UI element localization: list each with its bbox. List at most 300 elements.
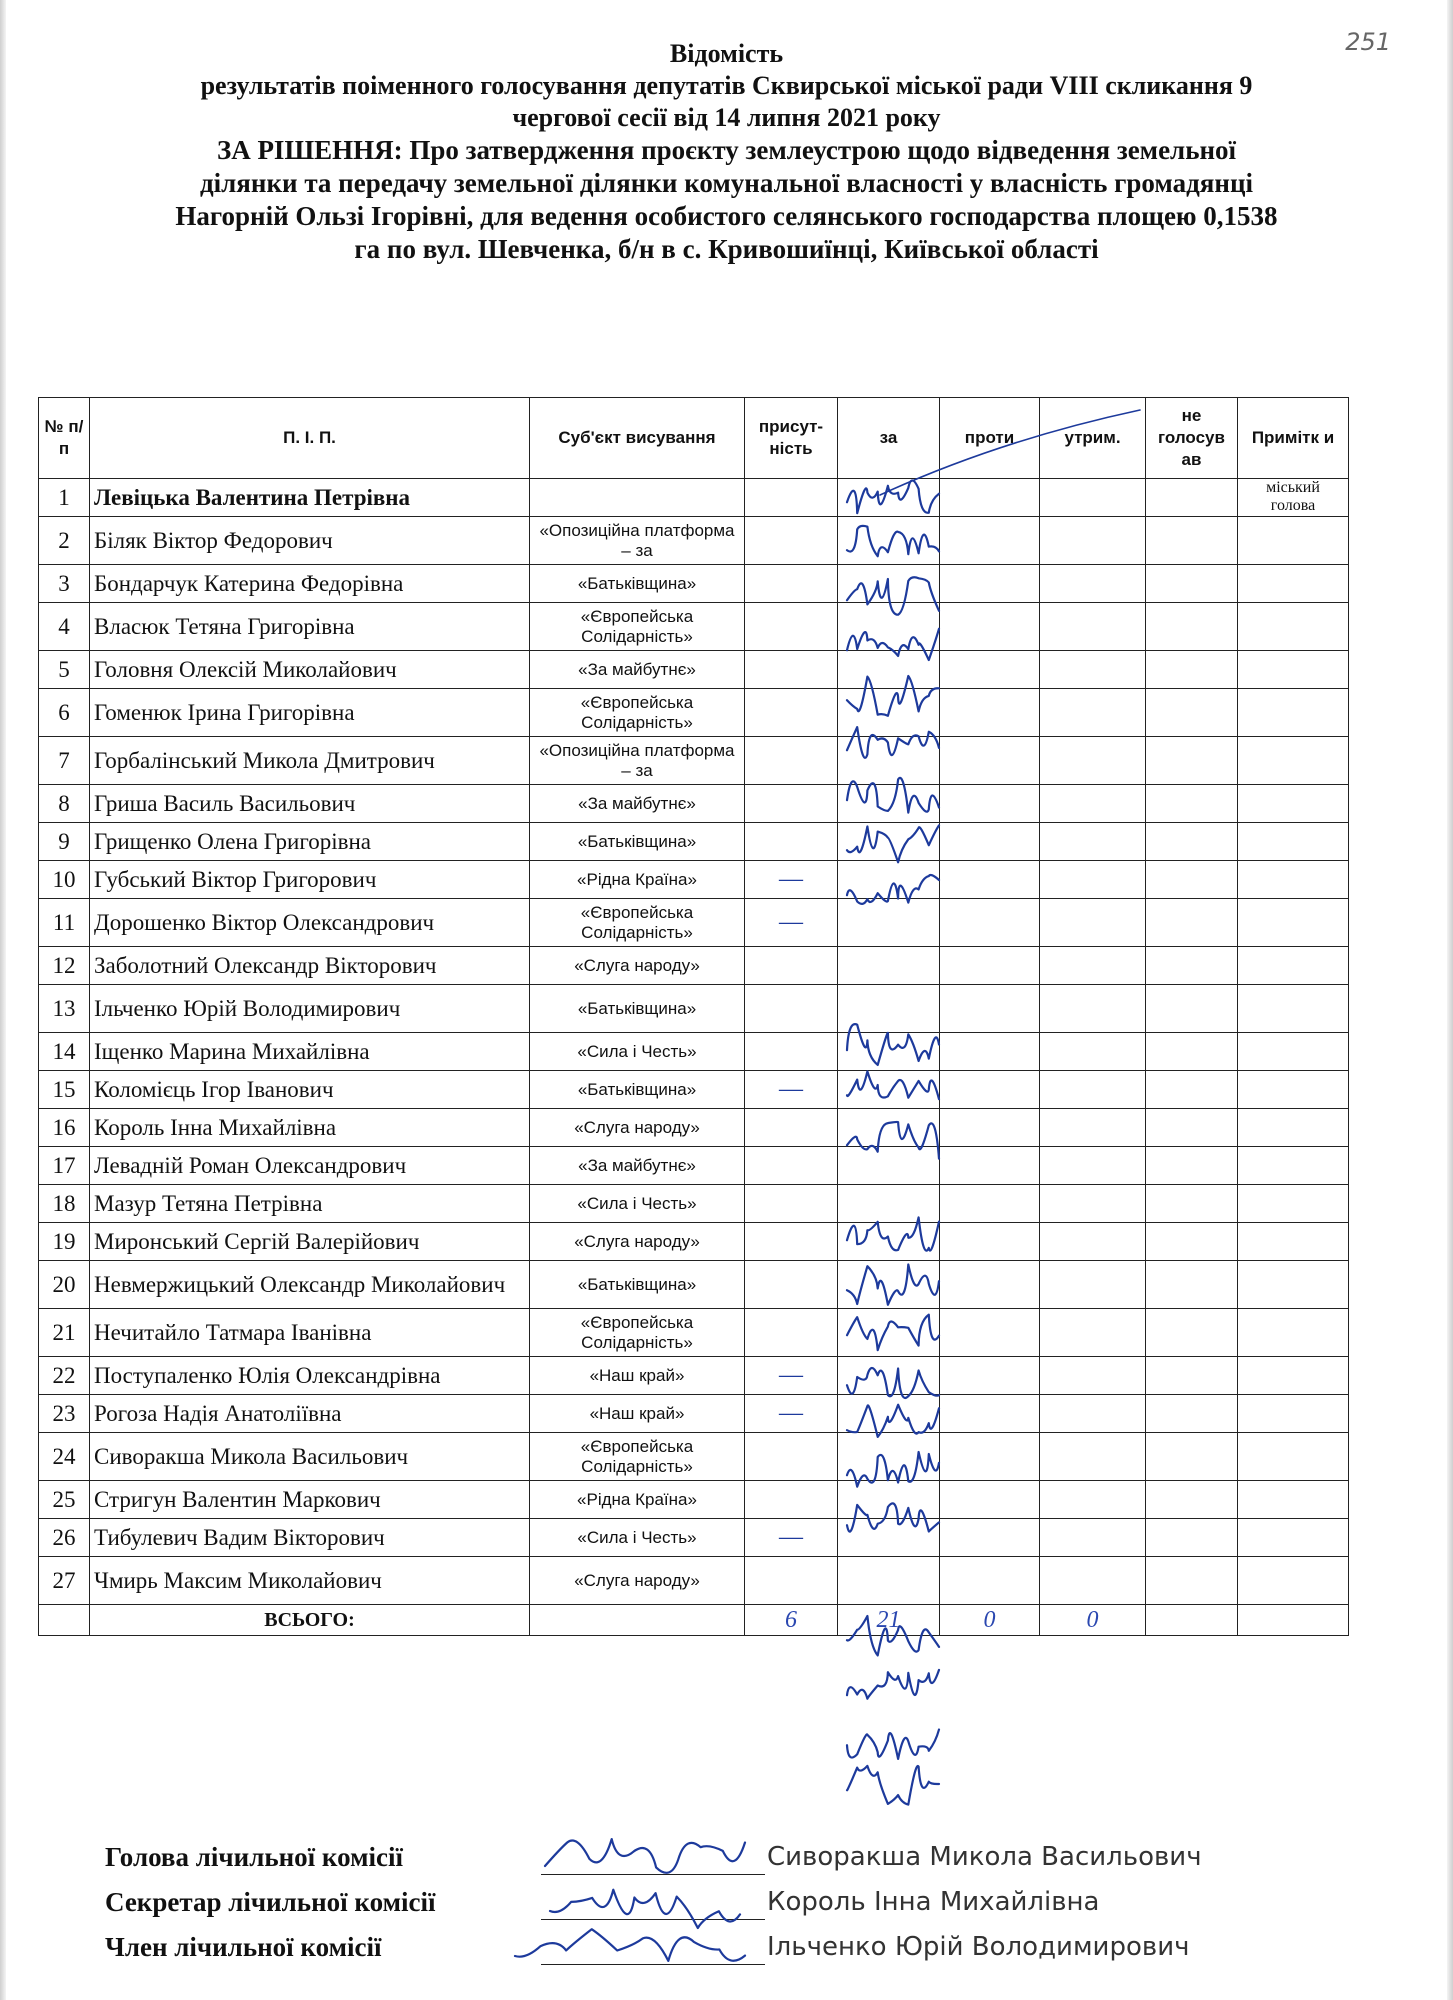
vote-for-cell: [838, 737, 940, 785]
presence-cell: [745, 947, 838, 985]
col-name-header: П. І. П.: [90, 398, 530, 479]
note-cell: [1238, 1185, 1349, 1223]
not-voted-cell: [1146, 479, 1238, 517]
table-row: [39, 737, 1349, 785]
deputy-name: Тибулевич Вадим Вікторович: [90, 1519, 530, 1557]
table-row: [39, 1433, 1349, 1481]
presence-cell: [745, 1223, 838, 1261]
decision-line-4: га по вул. Шевченка, б/н в с. Кривошиїнці, Київської області: [354, 234, 1099, 264]
presence-cell: [745, 737, 838, 785]
nominating-party: «Наш край»: [530, 1357, 745, 1395]
commission-row: [105, 1932, 1305, 1977]
presence-cell: —: [745, 1357, 838, 1395]
decision-line-3: Нагорній Ользі Ігорівні, для ведення особистого селянського господарства площею 0,1538: [175, 201, 1278, 231]
document-title: Відомість: [669, 39, 784, 68]
vote-against-cell: [940, 1033, 1040, 1071]
deputy-name: Миронський Сергій Валерійович: [90, 1223, 530, 1261]
commission-name: Ільченко Юрій Володимирович: [767, 1932, 1190, 1962]
nominating-party: «Батьківщина»: [530, 565, 745, 603]
vote-abstain-cell: [1040, 1223, 1146, 1261]
vote-against-cell: [940, 479, 1040, 517]
document-subtitle-2: чергової сесії від 14 липня 2021 року: [512, 103, 941, 132]
note-cell: [1238, 947, 1349, 985]
vote-against-cell: [940, 1557, 1040, 1605]
col-for-header: за: [838, 398, 940, 479]
signature-line: [541, 1874, 765, 1875]
note-cell: [1238, 1033, 1349, 1071]
vote-for-cell: [838, 823, 940, 861]
vote-against-cell: [940, 1433, 1040, 1481]
not-voted-cell: [1146, 1309, 1238, 1357]
note-cell: [1238, 565, 1349, 603]
not-voted-cell: [1146, 603, 1238, 651]
row-number: 19: [39, 1223, 90, 1261]
nominating-party: «За майбутнє»: [530, 651, 745, 689]
row-number: 9: [39, 823, 90, 861]
nominating-party: «Опозиційна платформа – за: [530, 517, 745, 565]
deputy-name: Рогоза Надія Анатоліївна: [90, 1395, 530, 1433]
vote-abstain-cell: [1040, 1071, 1146, 1109]
table-row: [39, 947, 1349, 985]
presence-cell: [745, 1433, 838, 1481]
vote-for-cell: [838, 861, 940, 899]
deputy-name: Бондарчук Катерина Федорівна: [90, 565, 530, 603]
deputy-name: Чмирь Максим Миколайович: [90, 1557, 530, 1605]
note-cell: [1238, 861, 1349, 899]
presence-cell: [745, 1309, 838, 1357]
note-cell: [1238, 1147, 1349, 1185]
col-abstain-header: утрим.: [1040, 398, 1146, 479]
nominating-party: «Слуга народу»: [530, 1223, 745, 1261]
row-number: 5: [39, 651, 90, 689]
note-cell: [1238, 1223, 1349, 1261]
vote-against-cell: [940, 785, 1040, 823]
row-number: 24: [39, 1433, 90, 1481]
vote-abstain-cell: [1040, 1033, 1146, 1071]
col-present-header: присут-ність: [745, 398, 838, 479]
deputy-name: Біляк Віктор Федорович: [90, 517, 530, 565]
vote-abstain-cell: [1040, 565, 1146, 603]
vote-abstain-cell: [1040, 1261, 1146, 1309]
not-voted-cell: [1146, 1109, 1238, 1147]
presence-cell: [745, 1481, 838, 1519]
nominating-party: «Слуга народу»: [530, 947, 745, 985]
row-number: 23: [39, 1395, 90, 1433]
nominating-party: «Батьківщина»: [530, 1071, 745, 1109]
note-cell: [1238, 737, 1349, 785]
vote-against-cell: [940, 651, 1040, 689]
vote-for-cell: [838, 1557, 940, 1605]
note-cell: [1238, 985, 1349, 1033]
vote-table: [38, 397, 1348, 1636]
table-row: [39, 1357, 1349, 1395]
row-number: 4: [39, 603, 90, 651]
table-row: [39, 1261, 1349, 1309]
note-cell: [1238, 651, 1349, 689]
not-voted-cell: [1146, 861, 1238, 899]
vote-for-cell: [838, 1033, 940, 1071]
nominating-party: «Європейська Солідарність»: [530, 689, 745, 737]
not-voted-cell: [1146, 1147, 1238, 1185]
table-row: [39, 1033, 1349, 1071]
deputy-name: Ільченко Юрій Володимирович: [90, 985, 530, 1033]
vote-for-cell: [838, 899, 940, 947]
vote-against-cell: [940, 1071, 1040, 1109]
note-cell: [1238, 1309, 1349, 1357]
commission-row: [105, 1842, 1305, 1887]
not-voted-cell: [1146, 1481, 1238, 1519]
presence-cell: [745, 651, 838, 689]
col-num-header: № п/п: [39, 398, 90, 479]
not-voted-cell: [1146, 1071, 1238, 1109]
presence-cell: —: [745, 1519, 838, 1557]
deputy-name: Левіцька Валентина Петрівна: [90, 479, 530, 517]
table-row: [39, 1309, 1349, 1357]
presence-cell: [745, 1261, 838, 1309]
row-number: 2: [39, 517, 90, 565]
vote-for-cell: [838, 651, 940, 689]
not-voted-cell: [1146, 899, 1238, 947]
note-cell: [1238, 1109, 1349, 1147]
row-number: 13: [39, 985, 90, 1033]
table-row: [39, 1223, 1349, 1261]
table-row: [39, 1185, 1349, 1223]
total-note-cell: [1238, 1605, 1349, 1636]
vote-abstain-cell: [1040, 1109, 1146, 1147]
vote-against-cell: [940, 899, 1040, 947]
vote-against-cell: [940, 1519, 1040, 1557]
row-number: 21: [39, 1309, 90, 1357]
note-cell: [1238, 1357, 1349, 1395]
presence-cell: [745, 479, 838, 517]
document-subtitle-1: результатів поіменного голосування депутатів Сквирської міської ради VIII скликання 9: [200, 71, 1253, 100]
note-cell: [1238, 1395, 1349, 1433]
note-cell: [1238, 1071, 1349, 1109]
presence-cell: —: [745, 1071, 838, 1109]
vote-abstain-cell: [1040, 737, 1146, 785]
note-cell: [1238, 1557, 1349, 1605]
signature-scribble: [847, 1730, 939, 1759]
decision-line-2: ділянки та передачу земельної ділянки комунальної власності у власність громадянці: [200, 168, 1253, 198]
deputy-name: Губський Віктор Григорович: [90, 861, 530, 899]
presence-cell: [745, 689, 838, 737]
table-row: [39, 689, 1349, 737]
deputy-name: Дорошенко Віктор Олександрович: [90, 899, 530, 947]
not-voted-cell: [1146, 1357, 1238, 1395]
nominating-party: «Батьківщина»: [530, 823, 745, 861]
deputy-name: Мазур Тетяна Петрівна: [90, 1185, 530, 1223]
total-label: ВСЬОГО:: [90, 1605, 530, 1636]
commission-row: [105, 1887, 1305, 1932]
vote-against-cell: [940, 1147, 1040, 1185]
signature-scribble: [847, 1766, 939, 1805]
presence-cell: [745, 823, 838, 861]
table-row: [39, 861, 1349, 899]
note-cell: [1238, 1261, 1349, 1309]
vote-for-cell: [838, 1261, 940, 1309]
deputy-name: Головня Олексій Миколайович: [90, 651, 530, 689]
table-row: [39, 985, 1349, 1033]
not-voted-cell: [1146, 651, 1238, 689]
vote-against-cell: [940, 861, 1040, 899]
presence-cell: [745, 1109, 838, 1147]
col-not-voted-header: не голосув ав: [1146, 398, 1238, 479]
commission-role: Член лічильної комісії: [105, 1932, 382, 1962]
nominating-party: «Європейська Солідарність»: [530, 603, 745, 651]
vote-against-cell: [940, 1223, 1040, 1261]
nominating-party: «Слуга народу»: [530, 1557, 745, 1605]
total-row: [39, 1605, 1349, 1636]
nominating-party: «Наш край»: [530, 1395, 745, 1433]
vote-abstain-cell: [1040, 651, 1146, 689]
note-cell: [1238, 785, 1349, 823]
commission-role: Голова лічильної комісії: [105, 1842, 403, 1872]
presence-cell: [745, 565, 838, 603]
row-number: 15: [39, 1071, 90, 1109]
deputy-name: Власюк Тетяна Григорівна: [90, 603, 530, 651]
deputy-name: Заболотний Олександр Вікторович: [90, 947, 530, 985]
not-voted-cell: [1146, 785, 1238, 823]
deputy-name: Поступаленко Юлія Олександрівна: [90, 1357, 530, 1395]
deputy-name: Гриша Василь Васильович: [90, 785, 530, 823]
vote-against-cell: [940, 1185, 1040, 1223]
vote-for-cell: [838, 1433, 940, 1481]
table-row: [39, 479, 1349, 517]
presence-cell: [745, 1557, 838, 1605]
nominating-party: «Європейська Солідарність»: [530, 1309, 745, 1357]
vote-abstain-cell: [1040, 1357, 1146, 1395]
not-voted-cell: [1146, 1223, 1238, 1261]
vote-against-cell: [940, 947, 1040, 985]
nominating-party: «Опозиційна платформа – за: [530, 737, 745, 785]
total-abstain: 0: [1040, 1605, 1146, 1636]
total-num-cell: [39, 1605, 90, 1636]
vote-for-cell: [838, 1223, 940, 1261]
deputy-name: Гоменюк Ірина Григорівна: [90, 689, 530, 737]
row-number: 17: [39, 1147, 90, 1185]
vote-abstain-cell: [1040, 1433, 1146, 1481]
vote-abstain-cell: [1040, 785, 1146, 823]
vote-for-cell: [838, 689, 940, 737]
col-against-header: проти: [940, 398, 1040, 479]
vote-for-cell: [838, 1109, 940, 1147]
vote-abstain-cell: [1040, 823, 1146, 861]
row-number: 14: [39, 1033, 90, 1071]
vote-abstain-cell: [1040, 1147, 1146, 1185]
row-number: 26: [39, 1519, 90, 1557]
commission-name: Сиворакша Микола Васильович: [767, 1842, 1202, 1872]
col-note-header: Примітк и: [1238, 398, 1349, 479]
table-row: [39, 1395, 1349, 1433]
signature-line: [541, 1964, 765, 1965]
note-cell: [1238, 1519, 1349, 1557]
nominating-party: «Рідна Країна»: [530, 1481, 745, 1519]
vote-against-cell: [940, 1109, 1040, 1147]
total-for: 21: [838, 1605, 940, 1636]
presence-cell: [745, 985, 838, 1033]
deputy-name: Нечитайло Татмара Іванівна: [90, 1309, 530, 1357]
presence-cell: —: [745, 1395, 838, 1433]
note-cell: міський голова: [1238, 479, 1349, 517]
vote-for-cell: [838, 1309, 940, 1357]
vote-abstain-cell: [1040, 985, 1146, 1033]
document-header: [0, 38, 1453, 266]
row-number: 20: [39, 1261, 90, 1309]
total-present: 6: [745, 1605, 838, 1636]
vote-for-cell: [838, 947, 940, 985]
vote-for-cell: [838, 565, 940, 603]
table-row: [39, 1071, 1349, 1109]
vote-against-cell: [940, 737, 1040, 785]
not-voted-cell: [1146, 565, 1238, 603]
row-number: 10: [39, 861, 90, 899]
counting-commission: [105, 1842, 1305, 1977]
presence-cell: —: [745, 899, 838, 947]
total-subject-cell: [530, 1605, 745, 1636]
not-voted-cell: [1146, 947, 1238, 985]
vote-for-cell: [838, 785, 940, 823]
nominating-party: «Європейська Солідарність»: [530, 899, 745, 947]
table-row: [39, 1557, 1349, 1605]
row-number: 25: [39, 1481, 90, 1519]
row-number: 12: [39, 947, 90, 985]
vote-against-cell: [940, 517, 1040, 565]
deputy-name: Іщенко Марина Михайлівна: [90, 1033, 530, 1071]
vote-against-cell: [940, 565, 1040, 603]
deputy-name: Грищенко Олена Григорівна: [90, 823, 530, 861]
vote-for-cell: [838, 1481, 940, 1519]
nominating-party: «За майбутнє»: [530, 785, 745, 823]
row-number: 7: [39, 737, 90, 785]
note-cell: [1238, 823, 1349, 861]
table-row: [39, 1519, 1349, 1557]
vote-abstain-cell: [1040, 603, 1146, 651]
row-number: 16: [39, 1109, 90, 1147]
signature-scribble: [847, 1670, 939, 1699]
not-voted-cell: [1146, 1519, 1238, 1557]
decision-line-1: ЗА РІШЕННЯ: Про затвердження проєкту землеустрою щодо відведення земельної: [216, 135, 1237, 165]
vote-for-cell: [838, 1071, 940, 1109]
nominating-party: «Слуга народу»: [530, 1109, 745, 1147]
col-subject-header: Суб'єкт висування: [530, 398, 745, 479]
note-cell: [1238, 603, 1349, 651]
table-row: [39, 517, 1349, 565]
not-voted-cell: [1146, 517, 1238, 565]
nominating-party: [530, 479, 745, 517]
scan-left-edge: [0, 0, 6, 2000]
vote-for-cell: [838, 479, 940, 517]
table-row: [39, 899, 1349, 947]
deputy-name: Невмержицький Олександр Миколайович: [90, 1261, 530, 1309]
not-voted-cell: [1146, 823, 1238, 861]
vote-abstain-cell: [1040, 1519, 1146, 1557]
vote-against-cell: [940, 689, 1040, 737]
nominating-party: «За майбутнє»: [530, 1147, 745, 1185]
vote-abstain-cell: [1040, 899, 1146, 947]
table-row: [39, 823, 1349, 861]
vote-abstain-cell: [1040, 1309, 1146, 1357]
not-voted-cell: [1146, 985, 1238, 1033]
not-voted-cell: [1146, 1433, 1238, 1481]
nominating-party: «Батьківщина»: [530, 1261, 745, 1309]
vote-abstain-cell: [1040, 1185, 1146, 1223]
note-cell: [1238, 1433, 1349, 1481]
row-number: 8: [39, 785, 90, 823]
deputy-name: Стригун Валентин Маркович: [90, 1481, 530, 1519]
row-number: 18: [39, 1185, 90, 1223]
vote-abstain-cell: [1040, 689, 1146, 737]
note-cell: [1238, 689, 1349, 737]
not-voted-cell: [1146, 1395, 1238, 1433]
vote-for-cell: [838, 1185, 940, 1223]
vote-abstain-cell: [1040, 947, 1146, 985]
vote-against-cell: [940, 823, 1040, 861]
table-row: [39, 1109, 1349, 1147]
vote-for-cell: [838, 1519, 940, 1557]
signature-line: [541, 1919, 765, 1920]
nominating-party: «Європейська Солідарність»: [530, 1433, 745, 1481]
vote-against-cell: [940, 1309, 1040, 1357]
vote-abstain-cell: [1040, 1395, 1146, 1433]
not-voted-cell: [1146, 1261, 1238, 1309]
vote-abstain-cell: [1040, 1481, 1146, 1519]
vote-abstain-cell: [1040, 1557, 1146, 1605]
table-row: [39, 785, 1349, 823]
vote-against-cell: [940, 985, 1040, 1033]
table-header-row: [39, 398, 1349, 479]
vote-for-cell: [838, 1395, 940, 1433]
vote-for-cell: [838, 985, 940, 1033]
vote-against-cell: [940, 1261, 1040, 1309]
vote-for-cell: [838, 603, 940, 651]
vote-for-cell: [838, 1357, 940, 1395]
vote-against-cell: [940, 1395, 1040, 1433]
row-number: 11: [39, 899, 90, 947]
commission-name: Король Інна Михайлівна: [767, 1887, 1100, 1917]
deputy-name: Горбалінський Микола Дмитрович: [90, 737, 530, 785]
row-number: 22: [39, 1357, 90, 1395]
total-not-voted-cell: [1146, 1605, 1238, 1636]
not-voted-cell: [1146, 1033, 1238, 1071]
note-cell: [1238, 517, 1349, 565]
note-cell: [1238, 899, 1349, 947]
table-row: [39, 565, 1349, 603]
vote-against-cell: [940, 1357, 1040, 1395]
vote-against-cell: [940, 1481, 1040, 1519]
row-number: 6: [39, 689, 90, 737]
presence-cell: [745, 603, 838, 651]
table-row: [39, 651, 1349, 689]
row-number: 1: [39, 479, 90, 517]
nominating-party: «Батьківщина»: [530, 985, 745, 1033]
row-number: 27: [39, 1557, 90, 1605]
vote-abstain-cell: [1040, 517, 1146, 565]
note-cell: [1238, 1481, 1349, 1519]
vote-abstain-cell: [1040, 861, 1146, 899]
presence-cell: [745, 1147, 838, 1185]
deputy-name: Левадній Роман Олександрович: [90, 1147, 530, 1185]
presence-cell: [745, 1033, 838, 1071]
scan-right-edge: [1447, 0, 1453, 2000]
deputy-name: Король Інна Михайлівна: [90, 1109, 530, 1147]
table-row: [39, 603, 1349, 651]
vote-against-cell: [940, 603, 1040, 651]
page-number: 251: [1345, 28, 1391, 56]
nominating-party: «Сила і Честь»: [530, 1033, 745, 1071]
table-row: [39, 1147, 1349, 1185]
vote-for-cell: [838, 517, 940, 565]
presence-cell: [745, 785, 838, 823]
